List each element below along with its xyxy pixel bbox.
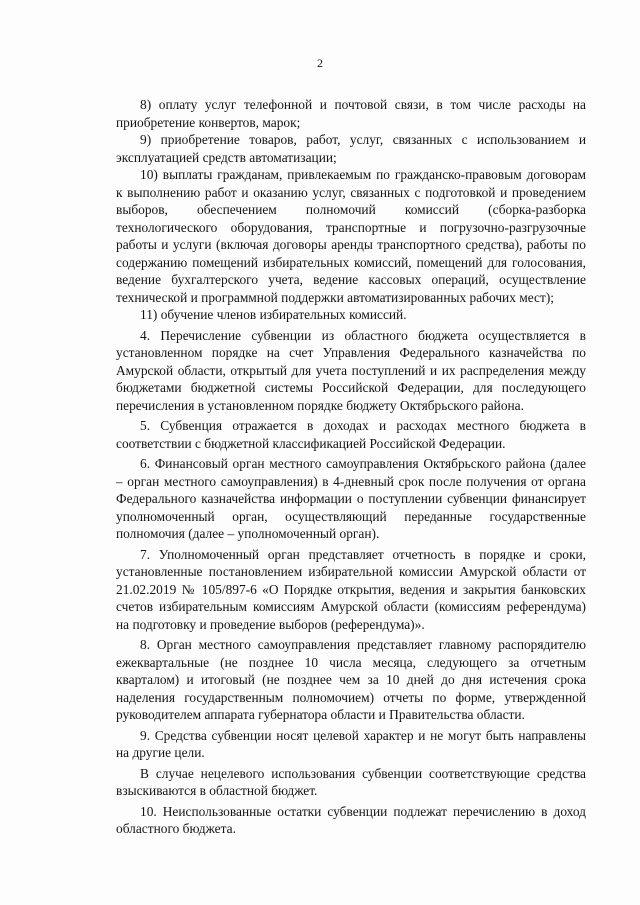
paragraph-section-4: 4. Перечисление субвенции из областного бюджета осуществляется в установленном порядке на счет Управления Федерального казначейства по Амурской области, открытый для учета поступлений и их распределения между бюджетами бюджетной системы Российской Федерации, для последующего перечисления в установленном порядке бюджету Октябрьского района. — [116, 327, 586, 413]
paragraph-item-10: 10) выплаты гражданам, привлекаемым по гражданско-правовым договорам к выполнению работ и оказанию услуг, связанных с подготовкой и проведением выборов, обеспечением полномочий комиссий (сборка-разборка технологического оборудования, транспортные и погрузочно-разгрузочные работы и услуги (включая договоры аренды транспортного средства), работы по содержанию помещений избирательных комиссий, помещений для голосования, ведение бухгалтерского учета, ведение кассовых операций, осуществление технической и программной поддержки автоматизированных рабочих мест); — [116, 167, 586, 305]
paragraph-item-8: 8) оплату услуг телефонной и почтовой связи, в том числе расходы на приобретение конвертов, марок; — [116, 97, 586, 130]
document-body — [116, 96, 586, 838]
page-number: 2 — [317, 56, 323, 70]
paragraph-item-9: 9) приобретение товаров, работ, услуг, связанных с использованием и эксплуатацией средств автоматизации; — [116, 132, 586, 165]
paragraph-section-10: 10. Неиспользованные остатки субвенции подлежат перечислению в доход областного бюджета. — [116, 803, 586, 836]
paragraph-section-5: 5. Субвенция отражается в доходах и расходах местного бюджета в соответствии с бюджетной классификацией Российской Федерации. — [116, 418, 586, 451]
paragraph-section-9: 9. Средства субвенции носят целевой характер и не могут быть направлены на другие цели. — [116, 727, 586, 760]
paragraph-section-7: 7. Уполномоченный орган представляет отчетность в порядке и сроки, установленные постановлением избирательной комиссии Амурской области от 21.02.2019 № 105/897-6 «О Порядке открытия, ведения и закрытия банковских счетов избирательным комиссиям Амурской области (комиссиям референдума) на подготовку и проведение выборов (референдума)». — [116, 546, 586, 632]
paragraph-section-9-misuse: В случае нецелевого использования субвенции соответствующие средства взыскиваются в областной бюджет. — [116, 765, 586, 798]
paragraph-section-6: 6. Финансовый орган местного самоуправления Октябрьского района (далее – орган местного самоуправления) в 4-дневный срок после получения от органа Федерального казначейства информации о поступлении субвенции финансирует уполномоченный орган, осуществляющий переданные государственные полномочия (далее – уполномоченный орган). — [116, 456, 586, 541]
paragraph-section-8: 8. Орган местного самоуправления представляет главному распорядителю ежеквартальные (не позднее 10 числа месяца, следующего за отчетным кварталом) и итоговый (не позднее чем за 10 дней до дня истечения срока наделения государственным полномочием) отчеты по форме, утвержденной руководителем аппарата губернатора области и Правительства области. — [116, 637, 586, 722]
paragraph-item-11: 11) обучение членов избирательных комиссий. — [140, 307, 407, 322]
